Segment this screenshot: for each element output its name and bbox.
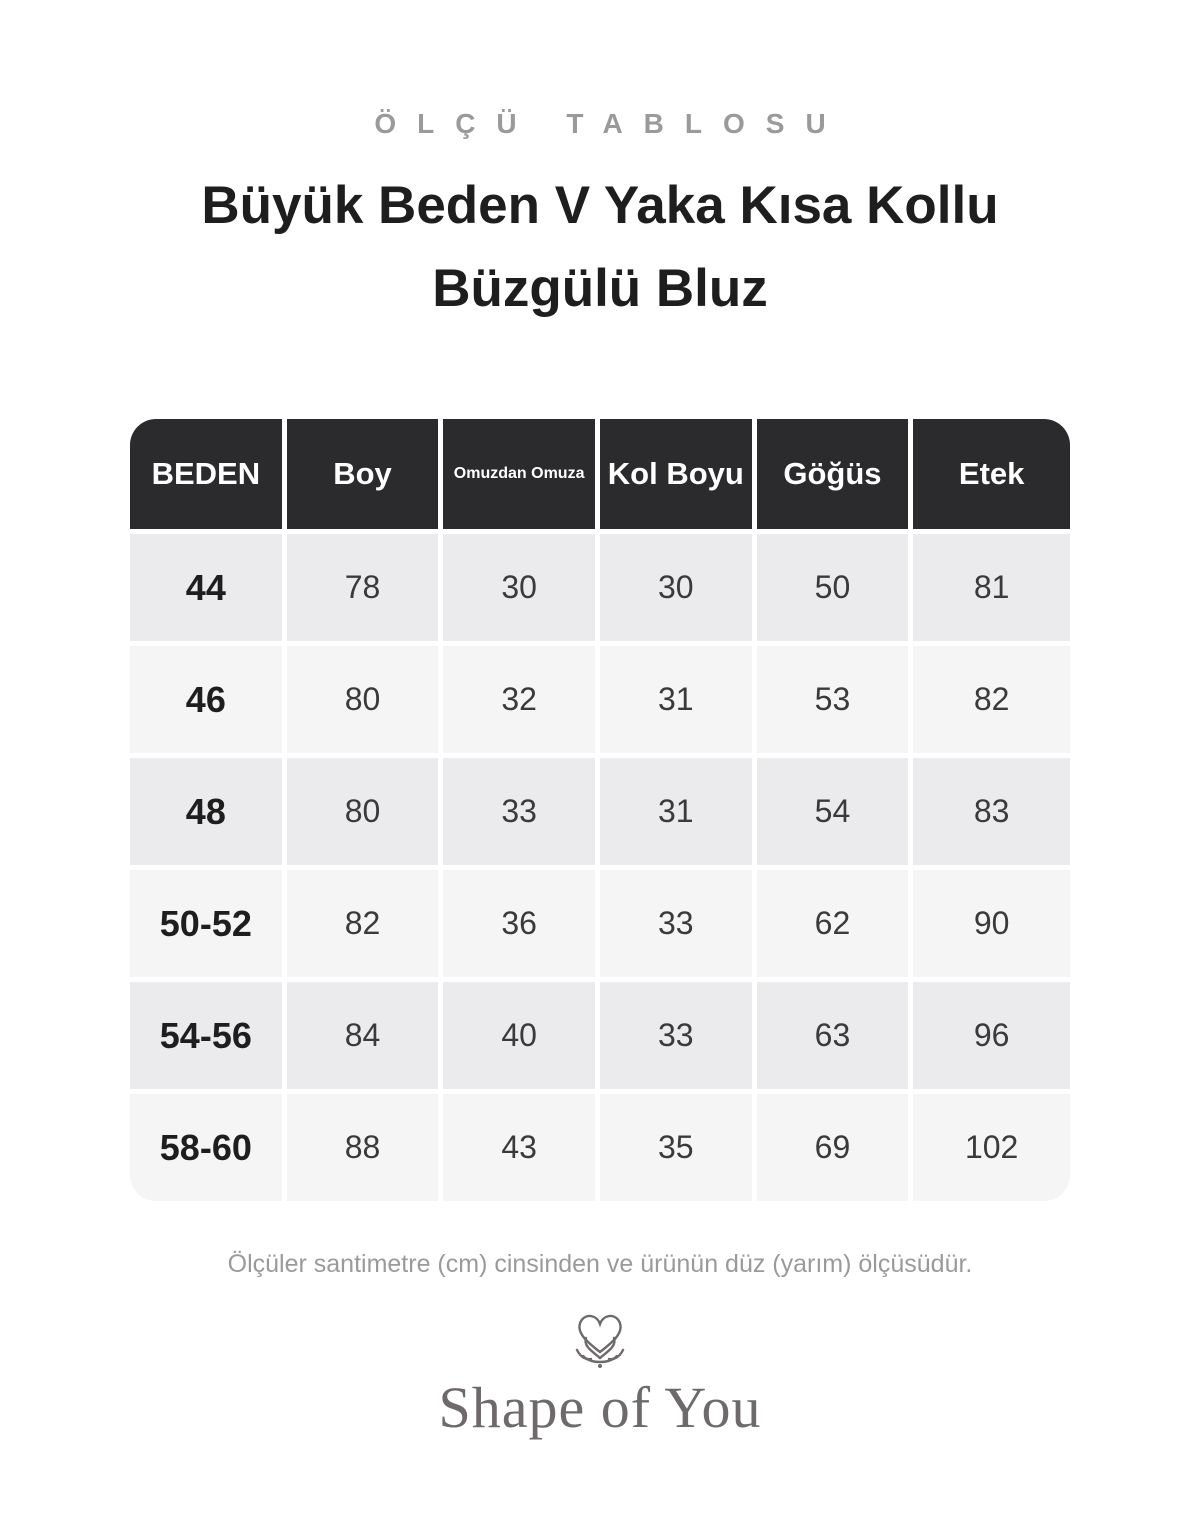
- table-row: [130, 870, 1070, 982]
- table-cell: 31: [600, 646, 757, 758]
- table-cell: 102: [913, 1094, 1070, 1201]
- size-cell: 54-56: [130, 982, 287, 1094]
- product-title-line-2: Büzgülü Bluz: [432, 259, 768, 318]
- column-header-beden: BEDEN: [130, 419, 287, 534]
- table-row: [130, 646, 1070, 758]
- table-cell: 40: [443, 982, 600, 1094]
- table-cell: 53: [757, 646, 914, 758]
- double-heart-logo-icon: [569, 1312, 631, 1370]
- table-cell: 36: [443, 870, 600, 982]
- size-cell: 48: [130, 758, 287, 870]
- table-cell: 62: [757, 870, 914, 982]
- column-header-omuzdan-omuza: Omuzdan Omuza: [443, 419, 600, 534]
- table-cell: 90: [913, 870, 1070, 982]
- table-cell: 32: [443, 646, 600, 758]
- column-header-kol-boyu: Kol Boyu: [600, 419, 757, 534]
- table-cell: 69: [757, 1094, 914, 1201]
- table-cell: 83: [913, 758, 1070, 870]
- section-eyebrow: ÖLÇÜ TABLOSU: [374, 108, 847, 139]
- size-cell: 46: [130, 646, 287, 758]
- table-cell: 33: [600, 870, 757, 982]
- table-cell: 30: [600, 534, 757, 646]
- table-cell: 81: [913, 534, 1070, 646]
- table-row: [130, 534, 1070, 646]
- table-row: [130, 1094, 1070, 1201]
- column-header-etek: Etek: [913, 419, 1070, 534]
- brand-wordmark: Shape of You: [438, 1375, 762, 1440]
- table-row: [130, 758, 1070, 870]
- size-cell: 58-60: [130, 1094, 287, 1201]
- table-cell: 80: [287, 758, 444, 870]
- table-cell: 50: [757, 534, 914, 646]
- table-cell: 33: [443, 758, 600, 870]
- product-title: [0, 164, 1200, 330]
- size-chart-table: [130, 419, 1070, 1201]
- table-cell: 80: [287, 646, 444, 758]
- table-cell: 43: [443, 1094, 600, 1201]
- table-cell: 33: [600, 982, 757, 1094]
- table-cell: 78: [287, 534, 444, 646]
- table-cell: 31: [600, 758, 757, 870]
- table-cell: 96: [913, 982, 1070, 1094]
- table-cell: 82: [287, 870, 444, 982]
- table-cell: 35: [600, 1094, 757, 1201]
- table-cell: 30: [443, 534, 600, 646]
- table-header-row: [130, 419, 1070, 534]
- column-header-gogus: Göğüs: [757, 419, 914, 534]
- size-cell: 44: [130, 534, 287, 646]
- table-cell: 88: [287, 1094, 444, 1201]
- size-cell: 50-52: [130, 870, 287, 982]
- table-cell: 82: [913, 646, 1070, 758]
- table-cell: 63: [757, 982, 914, 1094]
- table-cell: 54: [757, 758, 914, 870]
- measurement-note: Ölçüler santimetre (cm) cinsinden ve ürünün düz (yarım) ölçüsüdür.: [227, 1250, 973, 1278]
- table-row: [130, 982, 1070, 1094]
- table-cell: 84: [287, 982, 444, 1094]
- product-title-line-1: Büyük Beden V Yaka Kısa Kollu: [201, 176, 999, 235]
- column-header-boy: Boy: [287, 419, 444, 534]
